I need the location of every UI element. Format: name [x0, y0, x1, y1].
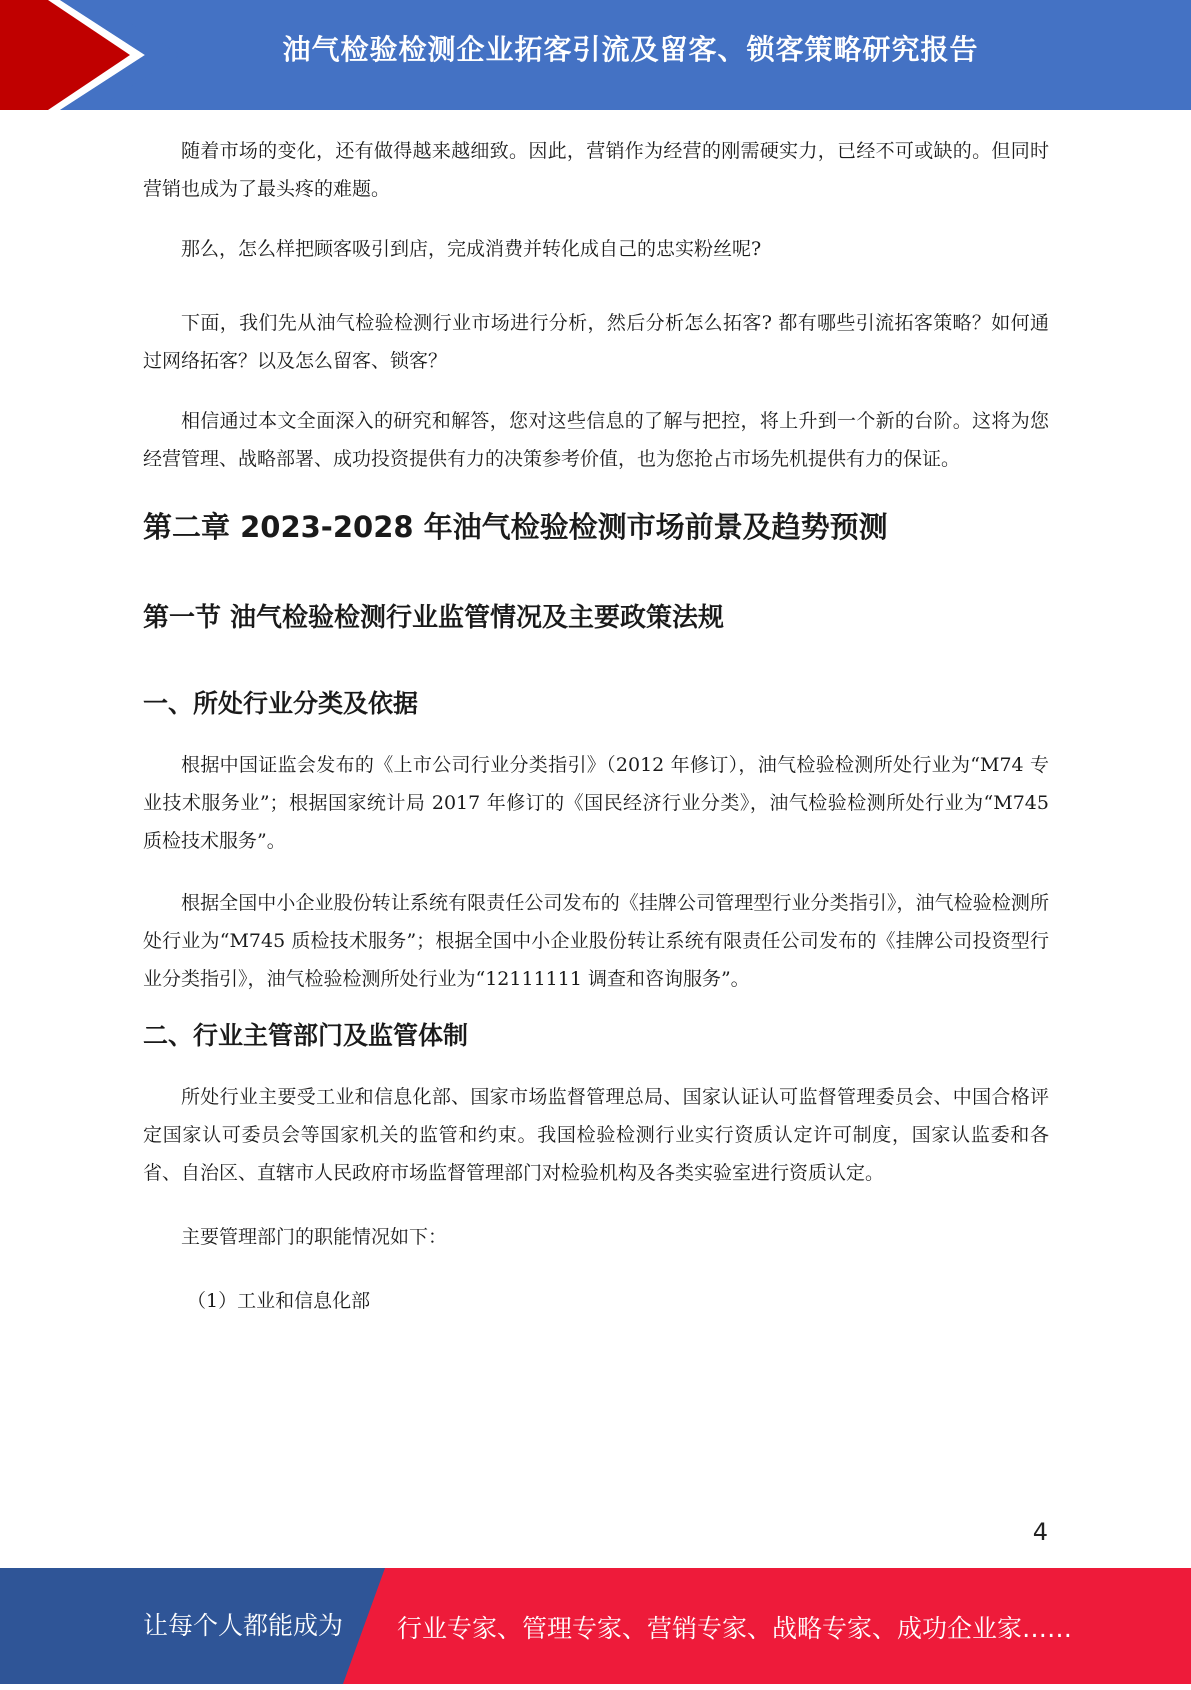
intro-paragraph-2: 那么，怎么样把顾客吸引到店，完成消费并转化成自己的忠实粉丝呢? [181, 238, 762, 260]
intro-paragraph-1: 随着市场的变化，还有做得越来越细致。因此，营销作为经营的刚需硬实力，已经不可或缺的。但同时营销也成为了最头疼的难题。 [143, 140, 1049, 200]
footer-banner [0, 1568, 1191, 1684]
header-title: 油气检验检测企业拓客引流及留客、锁客策略研究报告 [282, 33, 979, 66]
regulation-paragraph-1: 所处行业主要受工业和信息化部、国家市场监督管理总局、国家认证认可监督管理委员会、中国合格评定国家认可委员会等国家机关的监管和约束。我国检验检测行业实行资质认定许可制度，国家认监委和各省、自治区、直辖市人民政府市场监督管理部门对检验机构及各类实验室进行资质认定。 [143, 1086, 1049, 1184]
chapter-title: 第二章 2023-2028 年油气检验检测市场前景及趋势预测 [143, 510, 888, 544]
subsection-title-regulation: 二、行业主管部门及监管体制 [143, 1021, 469, 1050]
classification-paragraph-1: 根据中国证监会发布的《上市公司行业分类指引》（2012 年修订），油气检验检测所处行业为“M74 专业技术服务业”；根据国家统计局 2017 年修订的《国民经济行业分类》，油气检验检测所处行业为“M745 质检技术服务”。 [143, 754, 1049, 852]
header-banner [0, 0, 1191, 110]
footer-slogan-left: 让每个人都能成为 [143, 1611, 344, 1640]
classification-paragraph-2: 根据全国中小企业股份转让系统有限责任公司发布的《挂牌公司管理型行业分类指引》，油气检验检测所处行业为“M745 质检技术服务”；根据全国中小企业股份转让系统有限责任公司发布的《挂牌公司投资型行业分类指引》，油气检验检测所处行业为“12111111 调查和咨询服务”。 [143, 892, 1049, 990]
page-number: 4 [1032, 1518, 1048, 1546]
intro-paragraph-3: 下面，我们先从油气检验检测行业市场进行分析，然后分析怎么拓客? 都有哪些引流拓客策略？如何通过网络拓客？以及怎么留客、锁客？ [143, 312, 1049, 372]
intro-paragraph-4: 相信通过本文全面深入的研究和解答，您对这些信息的了解与把控，将上升到一个新的台阶。这将为您经营管理、战略部署、成功投资提供有力的决策参考价值，也为您抢占市场先机提供有力的保证。 [143, 410, 1049, 470]
regulation-paragraph-2: 主要管理部门的职能情况如下： [181, 1226, 448, 1248]
list-item-miit: （1）工业和信息化部 [187, 1290, 371, 1312]
section-title: 第一节 油气检验检测行业监管情况及主要政策法规 [143, 603, 725, 633]
subsection-title-classification: 一、所处行业分类及依据 [143, 689, 419, 718]
document-body [143, 132, 1049, 1320]
footer-slogan-right: 行业专家、管理专家、营销专家、战略专家、成功企业家…… [397, 1614, 1073, 1643]
